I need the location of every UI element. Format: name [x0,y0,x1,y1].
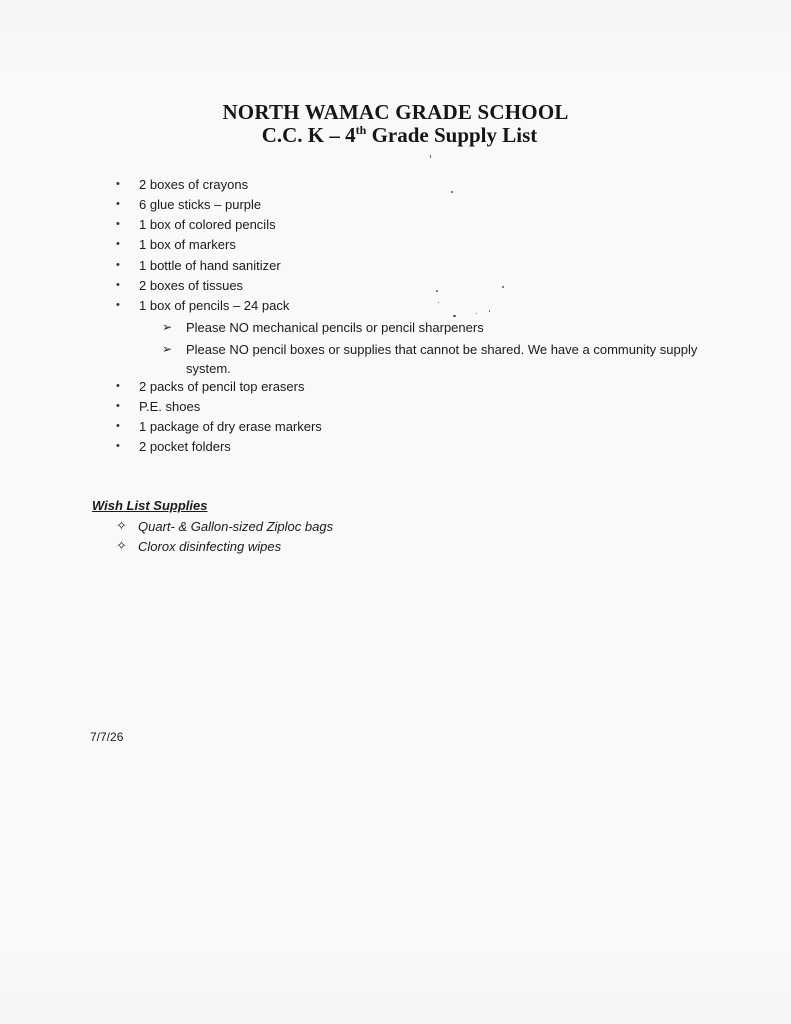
wish-list-item-text: Quart- & Gallon-sized Ziploc bags [138,519,334,534]
list-item-text: 2 boxes of crayons [139,177,249,192]
bullet-icon: • [116,218,120,230]
bullet-icon: • [116,178,120,190]
wish-list-item-text: Clorox disinfecting wipes [138,539,282,554]
bullet-icon: • [116,299,120,311]
bullet-icon: • [116,400,120,412]
school-name: NORTH WAMAC GRADE SCHOOL [222,100,569,124]
scan-speck [489,310,490,312]
bullet-icon: • [116,198,120,210]
scan-speck [476,313,477,314]
scan-speck [436,290,438,292]
scan-speck [451,191,453,193]
scan-speck [453,315,456,317]
sparkle-icon: ✧ [116,538,127,553]
list-item-text: 1 package of dry erase markers [139,419,322,434]
scan-speck [430,155,431,158]
sparkle-icon: ✧ [116,518,127,533]
scan-speck [502,286,504,288]
list-item-text: 2 boxes of tissues [139,278,244,293]
scan-speck [438,302,439,303]
list-title-superscript: th [355,123,367,137]
list-title-prefix: C.C. K – 4 [261,123,356,147]
bullet-icon: • [116,238,120,250]
list-item-text: 2 packs of pencil top erasers [139,379,305,394]
list-title [4,123,791,148]
bullet-icon: • [116,380,120,392]
list-item-text: 1 bottle of hand sanitizer [139,258,281,273]
pencil-note-text: Please NO pencil boxes or supplies that cannot be shared. We have a community supply system. [186,342,698,376]
list-item-text: P.E. shoes [139,399,201,414]
bullet-icon: • [116,440,120,452]
pencil-note-text: Please NO mechanical pencils or pencil sharpeners [186,320,484,335]
list-item-text: 6 glue sticks – purple [139,197,262,212]
bullet-icon: • [116,279,120,291]
bullet-icon: • [116,259,120,271]
arrow-icon: ➢ [162,320,173,334]
document-date: 7/7/26 [90,730,124,744]
wish-list-title: Wish List Supplies [92,498,208,513]
arrow-icon: ➢ [162,342,173,356]
list-item-text: 1 box of markers [139,237,236,252]
list-title-suffix: Grade Supply List [366,123,538,147]
list-item-text: 1 box of pencils – 24 pack [139,298,290,313]
bullet-icon: • [116,420,120,432]
list-item-text: 1 box of colored pencils [139,217,276,232]
list-item-text: 2 pocket folders [139,439,231,454]
